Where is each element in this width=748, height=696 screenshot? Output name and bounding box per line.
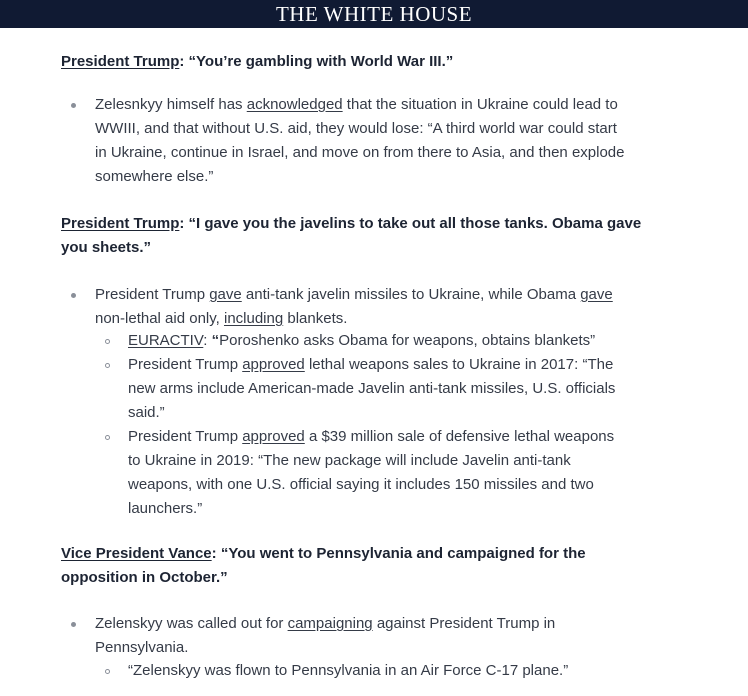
- section-heading-1: [61, 50, 453, 73]
- speaker-label: Vice President Vance: [61, 545, 212, 562]
- source-link[interactable]: EURACTIV: [128, 332, 204, 349]
- source-link[interactable]: including: [223, 310, 284, 327]
- section-heading-2-cont: you sheets.”: [61, 239, 152, 256]
- sub-bullet-line: said.”: [128, 404, 165, 421]
- bullet-line: in Ukraine, continue in Israel, and move on from there to Asia, and then explode: [95, 144, 625, 161]
- site-header: [0, 0, 748, 28]
- sub-bullet-line: weapons, with one U.S. official saying it includes 150 missiles and two: [128, 476, 594, 493]
- sub-bullet-line: [128, 353, 613, 377]
- text: non-lethal aid only,: [95, 310, 224, 327]
- bullet-dot: [71, 103, 76, 108]
- section-heading-2: [61, 212, 641, 235]
- speaker-label: President Trump: [61, 53, 180, 70]
- text: President Trump: [128, 356, 243, 373]
- sub-bullet-ring: [105, 363, 110, 368]
- text: that the situation in Ukraine could lead to: [342, 96, 618, 113]
- article-body: [0, 28, 748, 696]
- text: President Trump: [128, 428, 243, 445]
- text: Poroshenko asks Obama for weapons, obtains blankets”: [219, 332, 596, 349]
- site-brand[interactable]: THE WHITE HOUSE: [275, 2, 473, 26]
- speaker-quote: : “You went to Pennsylvania and campaigned for the: [211, 545, 586, 562]
- text: against President Trump in: [372, 615, 556, 632]
- bullet-line: Pennsylvania.: [95, 639, 189, 656]
- bullet-line: [95, 612, 555, 636]
- sub-bullet-line: “Zelenskyy was flown to Pennsylvania in an Air Force C-17 plane.”: [128, 662, 569, 679]
- section-heading-3-cont: opposition in October.”: [61, 569, 228, 586]
- bullet-line: [95, 307, 347, 331]
- source-link[interactable]: gave: [209, 286, 242, 303]
- text: “: [211, 332, 220, 349]
- text: :: [203, 332, 212, 349]
- sub-bullet-ring: [105, 339, 110, 344]
- sub-bullet-line: [128, 329, 595, 353]
- source-link[interactable]: gave: [580, 286, 613, 303]
- text: Zelenskyy was called out for: [95, 615, 288, 632]
- sub-bullet-line: launchers.”: [128, 500, 203, 517]
- speaker-quote: : “I gave you the javelins to take out all those tanks. Obama gave: [179, 215, 642, 232]
- bullet-dot: [71, 293, 76, 298]
- text: a $39 million sale of defensive lethal weapons: [304, 428, 615, 445]
- text: lethal weapons sales to Ukraine in 2017: “The: [304, 356, 614, 373]
- text: President Trump: [95, 286, 210, 303]
- bullet-line: [95, 93, 618, 117]
- speaker-label: President Trump: [61, 215, 180, 232]
- sub-bullet-line: to Ukraine in 2019: “The new package will include Javelin anti-tank: [128, 452, 571, 469]
- sub-bullet-ring: [105, 435, 110, 440]
- section-heading-3: [61, 542, 586, 565]
- bullet-dot: [71, 622, 76, 627]
- bullet-line: [95, 283, 613, 307]
- text: blankets.: [283, 310, 348, 327]
- sub-bullet-line: new arms include American-made Javelin anti-tank missiles, U.S. officials: [128, 380, 616, 397]
- sub-bullet-ring: [105, 669, 110, 674]
- speaker-quote: : “You’re gambling with World War III.”: [179, 53, 454, 70]
- source-link[interactable]: campaigning: [287, 615, 373, 632]
- source-link[interactable]: approved: [242, 428, 305, 445]
- bullet-line: WWIII, and that without U.S. aid, they would lose: “A third world war could start: [95, 120, 617, 137]
- source-link[interactable]: acknowledged: [246, 96, 343, 113]
- bullet-line: somewhere else.”: [95, 168, 214, 185]
- sub-bullet-line: [128, 425, 614, 449]
- text: anti-tank javelin missiles to Ukraine, while Obama: [241, 286, 581, 303]
- text: Zelesnkyy himself has: [95, 96, 247, 113]
- source-link[interactable]: approved: [242, 356, 305, 373]
